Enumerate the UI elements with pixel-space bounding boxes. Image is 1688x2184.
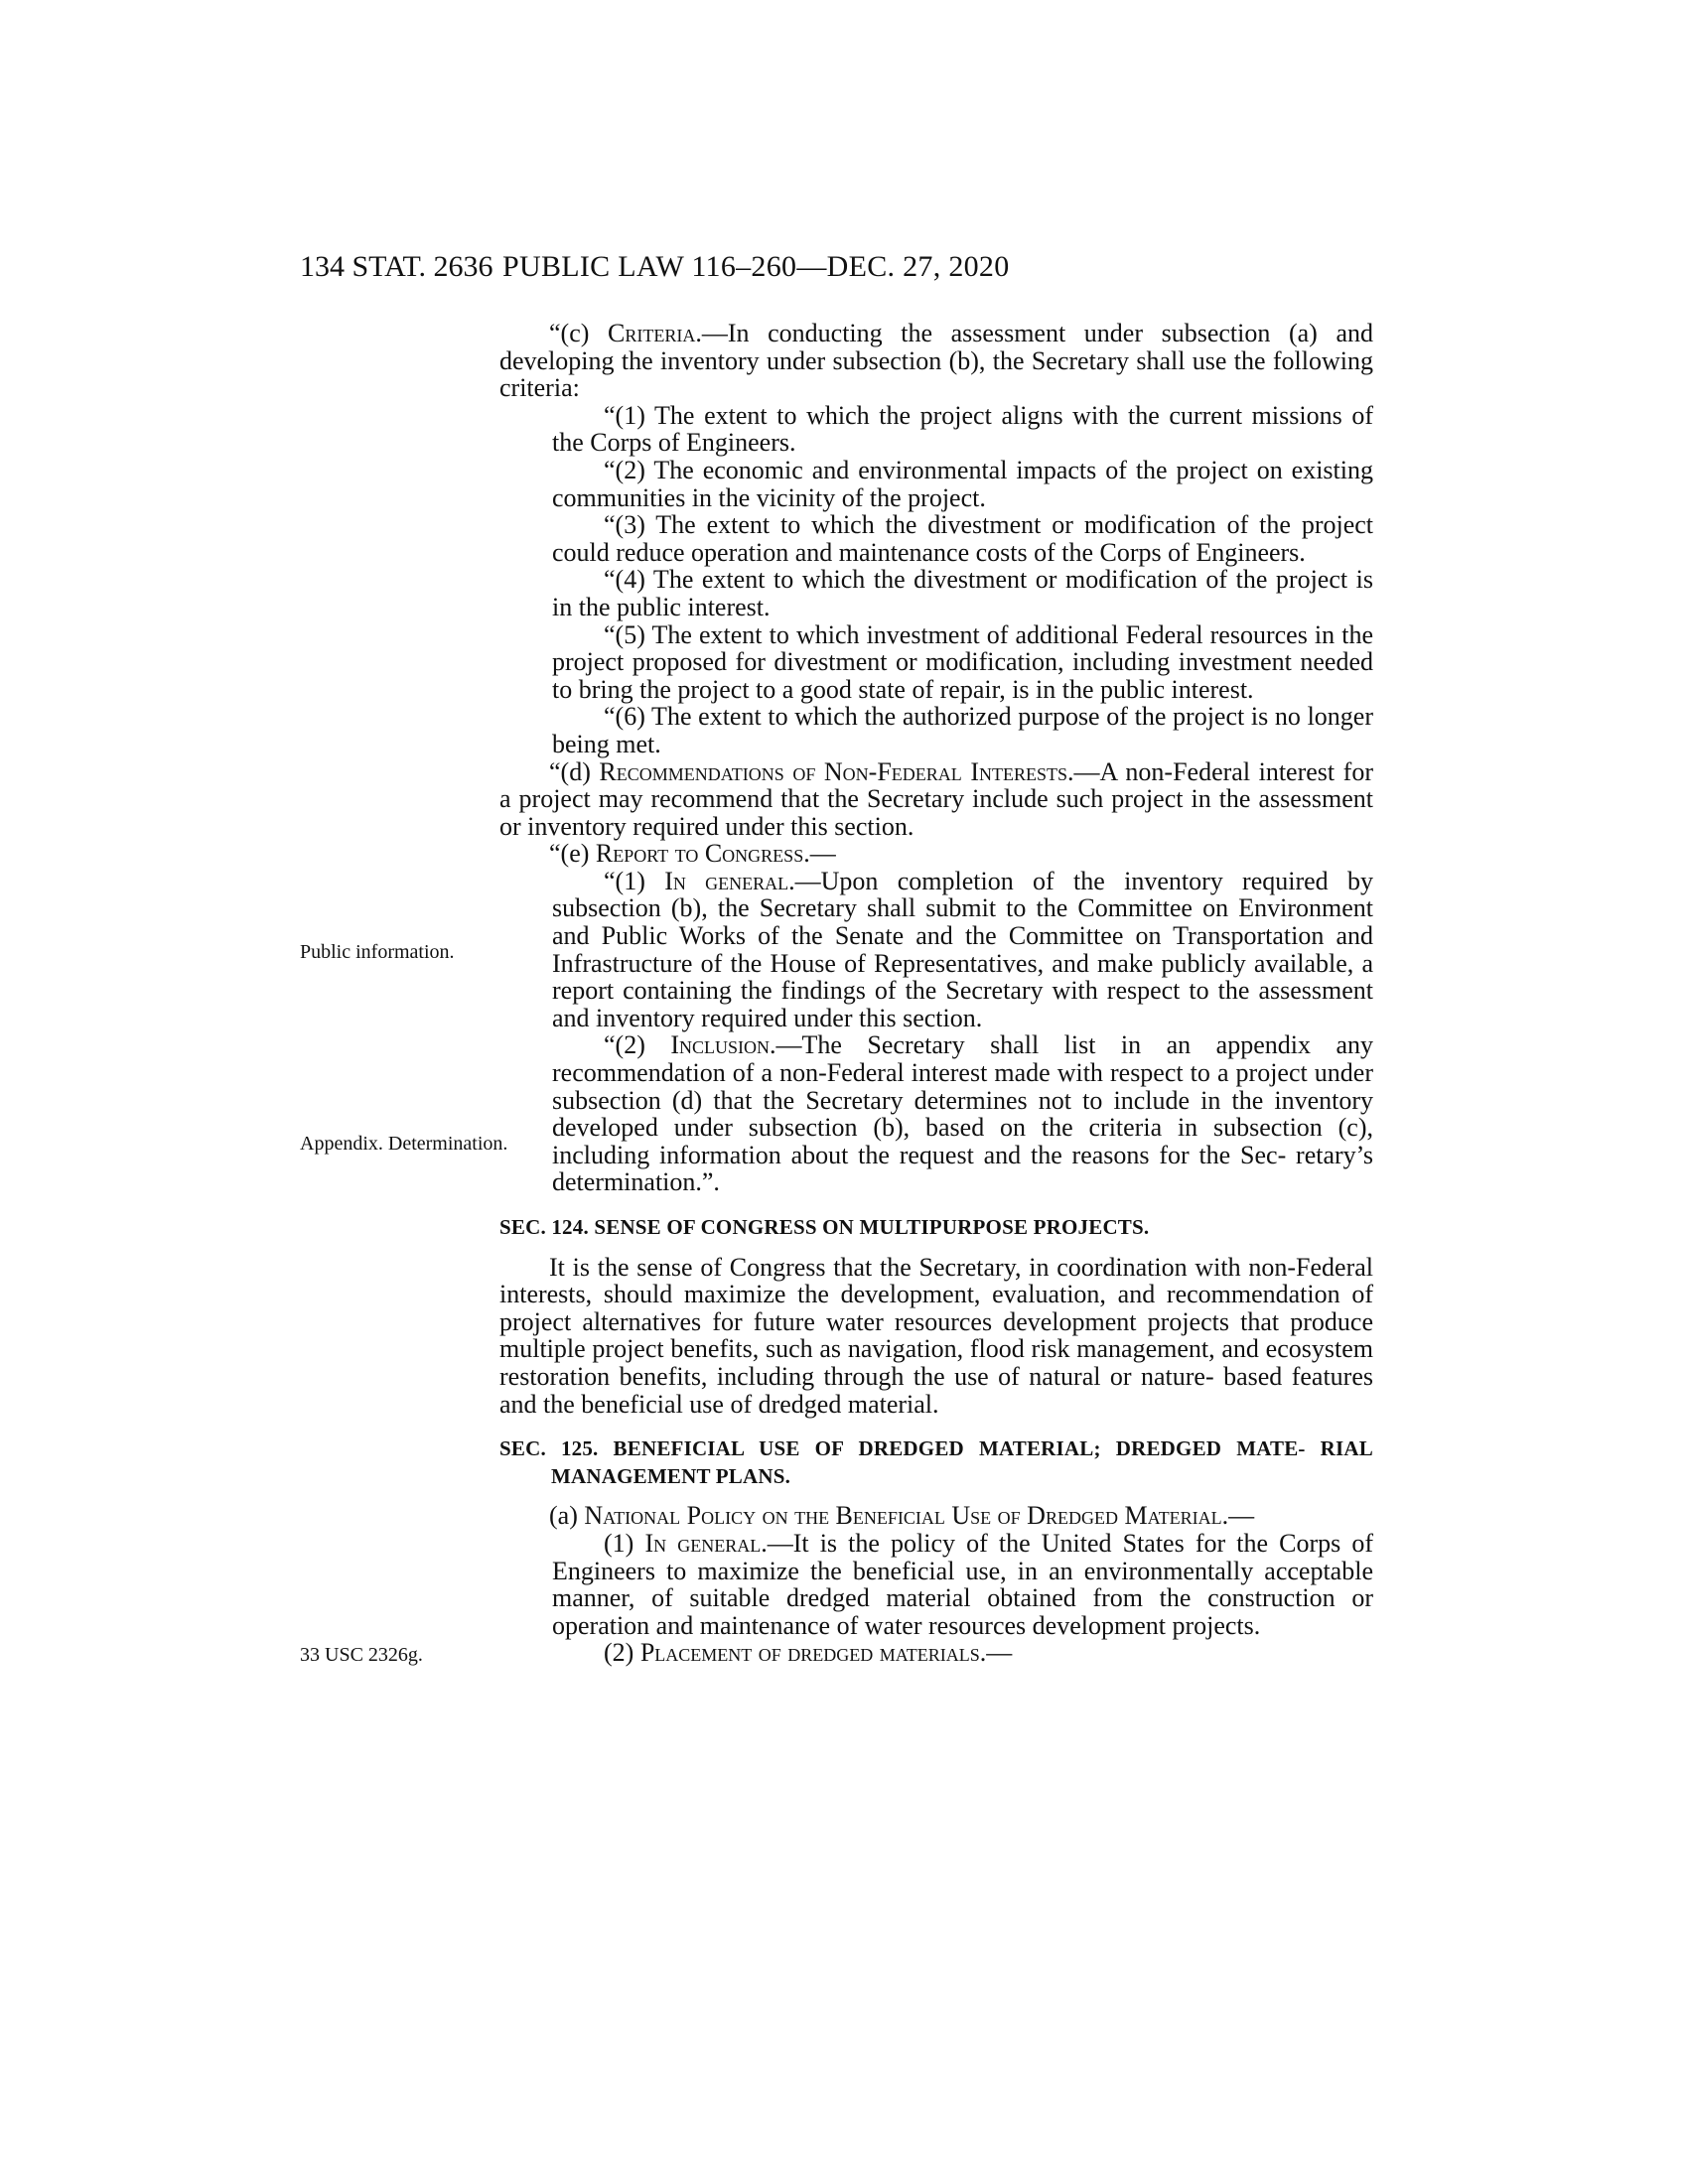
criteria-item: “(4) The extent to which the divestment or modification of the project is in the public interest. (552, 565, 1373, 621)
subsection-c: “(c) Criteria.—In conducting the assessment under subsection (a) and developing the inventory under subsection (b), the Secretary shall use the following criteria: (499, 319, 1373, 403)
subsection-d-heading: Recommendations of Non-Federal Interests (599, 756, 1068, 786)
section-125-heading: SEC. 125. BENEFICIAL USE OF DREDGED MATERIAL; DREDGED MATE- RIAL MANAGEMENT PLANS. (499, 1436, 1373, 1488)
statute-page-number: 134 STAT. 2636 (300, 250, 493, 283)
section-124-text: It is the sense of Congress that the Secretary, in coordination with non-Federal interests, should maximize the development, evaluation, and recommendation of project alternatives for future water resources development projects that produce multiple project benefits, such as navigation, flood risk management, and ecosystem restoration benefits, including through the use of natural or nature- based features and the beneficial use of dredged material. (499, 1252, 1373, 1419)
criteria-item: “(5) The extent to which investment of additional Federal resources in the project proposed for divestment or modification, including investment needed to bring the project to a good state of repair, is in the public interest. (552, 619, 1373, 704)
section-125-paragraph-1: (1) In general.—It is the policy of the United States for the Corps of Engineers to maximize the beneficial use, in an environmentally acceptable manner, of suitable dredged material obtained from the construction or operation and maintenance of water resources development projects. (552, 1528, 1374, 1640)
page-header (300, 250, 1233, 290)
criteria-item: “(1) The extent to which the project aligns with the current missions of the Corps of Engineers. (552, 400, 1373, 458)
criteria-item: “(2) The economic and environmental impacts of the project on existing communities in the vicinity of the project. (552, 455, 1373, 512)
section-125-subsection-a: (a) National Policy on the Beneficial Use of Dredged Material.— (549, 1501, 1255, 1531)
public-law-title: PUBLIC LAW 116–260—DEC. 27, 2020 (502, 250, 1010, 283)
subsection-d: “(d) Recommendations of Non-Federal Interests.—A non-Federal interest for a project may recommend that the Secretary include such project in the assessment or inventory required under this section. (499, 756, 1374, 841)
subsection-e: “(e) Report to Congress.— (549, 839, 836, 869)
criteria-item: “(6) The extent to which the authorized purpose of the project is no longer being met. (552, 702, 1373, 758)
subsection-e-paragraph-2: “(2) Inclusion.—The Secretary shall list in an appendix any recommendation of a non-Federal interest made with respect to a project under subsection (d) that the Secretary determines not to include in the inventory developed under subsection (b), based on the criteria in subsection (c), including information about the request and the reasons for the Sec- retary’s determination.”. (552, 1030, 1373, 1197)
subsection-e-heading: Report to Congress (595, 839, 804, 869)
margin-note-usc-citation: 33 USC 2326g. (300, 1644, 423, 1666)
criteria-item: “(3) The extent to which the divestment or modification of the project could reduce operation and maintenance costs of the Corps of Engineers. (552, 510, 1373, 567)
document-body (499, 320, 1373, 1667)
subsection-c-heading: Criteria (608, 319, 696, 347)
margin-note-public-information: Public information. (300, 941, 455, 963)
section-125-paragraph-2: (2) Placement of dredged materials.— (604, 1638, 1013, 1668)
subsection-e-paragraph-1: “(1) In general.—Upon completion of the inventory required by subsection (b), the Secretary shall submit to the Committee on Environment and Public Works of the Senate and the Committee on Transportation and Infrastructure of the House of Representatives, and make publicly available, a report containing the findings of the Secretary with respect to the assessment and inventory required under this section. (552, 866, 1373, 1032)
section-124-heading: SEC. 124. SENSE OF CONGRESS ON MULTIPURPOSE PROJECTS. (499, 1215, 1150, 1239)
margin-note-appendix-determination: Appendix. Determination. (300, 1133, 508, 1155)
